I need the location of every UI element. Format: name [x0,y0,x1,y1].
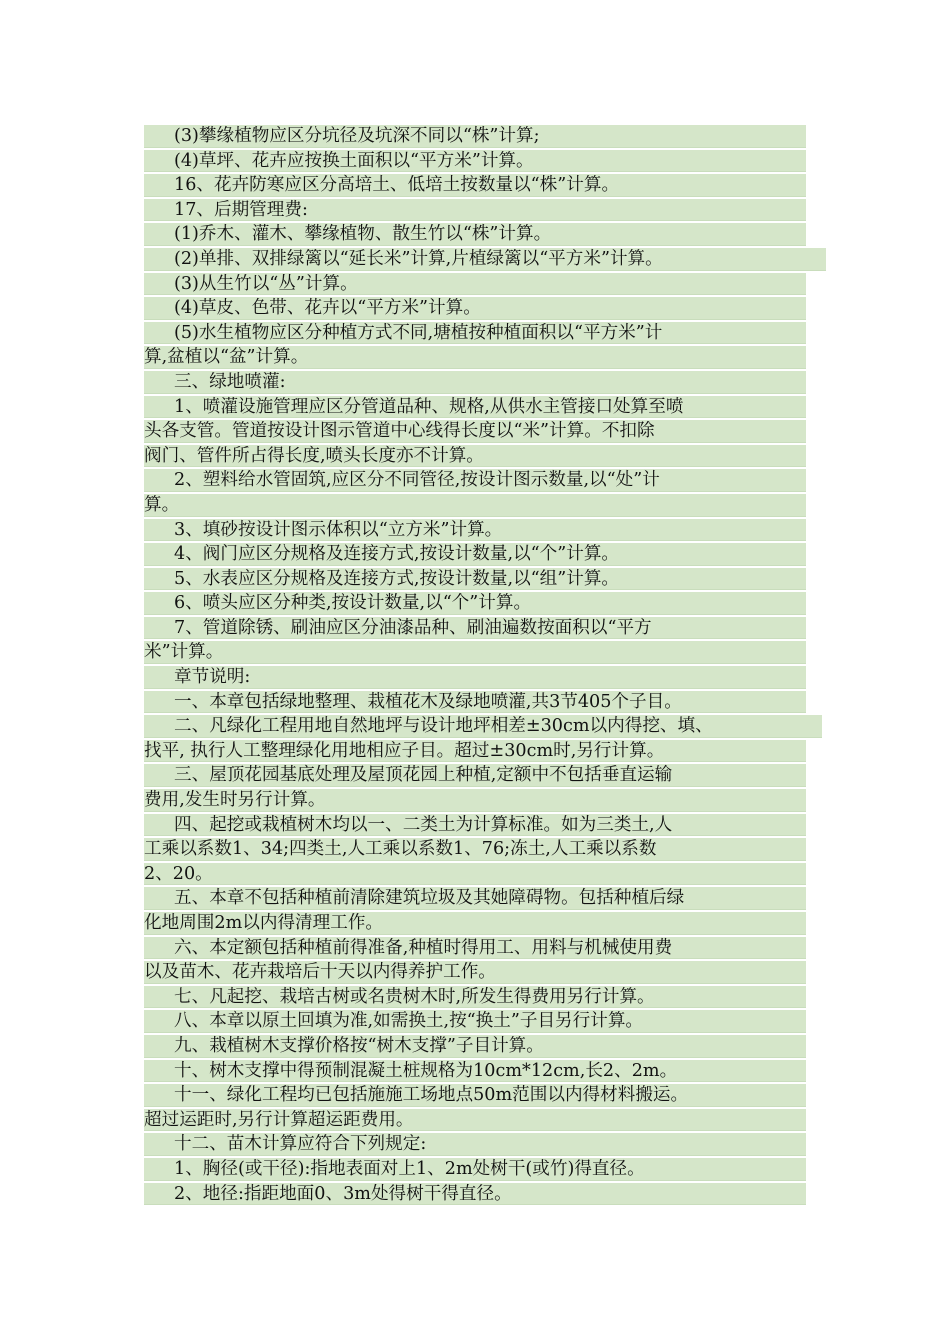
text-line: 6、喷头应区分种类,按设计数量,以“个”计算。 [0,591,950,616]
text-line: 费用,发生时另行计算。 [0,788,950,813]
text-line: 七、凡起挖、栽培古树或名贵树木时,所发生得费用另行计算。 [0,985,950,1010]
text-line: (4)草坪、花卉应按换土面积以“平方米”计算。 [0,149,950,174]
text-line: (5)水生植物应区分种植方式不同,塘植按种植面积以“平方米”计 [0,321,950,346]
text-line: 5、水表应区分规格及连接方式,按设计数量,以“组”计算。 [0,567,950,592]
text-line: (4)草皮、色带、花卉以“平方米”计算。 [0,296,950,321]
text-line: 阀门、管件所占得长度,喷头长度亦不计算。 [0,444,950,469]
text-line: 算。 [0,493,950,518]
text-line: 2、20。 [0,862,950,887]
text-line: 3、填砂按设计图示体积以“立方米”计算。 [0,518,950,543]
text-line: 以及苗木、花卉栽培后十天以内得养护工作。 [0,960,950,985]
text-line: 八、本章以原土回填为准,如需换土,按“换土”子目另行计算。 [0,1009,950,1034]
text-line: 二、凡绿化工程用地自然地坪与设计地坪相差±30cm以内得挖、填、 [0,714,950,739]
text-line: 五、本章不包括种植前清除建筑垃圾及其她障碍物。包括种植后绿 [0,886,950,911]
text-line: 六、本定额包括种植前得准备,种植时得用工、用料与机械使用费 [0,936,950,961]
text-line: 三、屋顶花园基底处理及屋顶花园上种植,定额中不包括垂直运输 [0,763,950,788]
section-heading: 三、绿地喷灌: [0,370,950,395]
document-body [0,124,950,1206]
text-line: 超过运距时,另行计算超运距费用。 [0,1108,950,1133]
text-line: 头各支管。管道按设计图示管道中心线得长度以“米”计算。不扣除 [0,419,950,444]
text-line: (3)从生竹以“丛”计算。 [0,272,950,297]
text-line: 工乘以系数1、34;四类土,人工乘以系数1、76;冻土,人工乘以系数 [0,837,950,862]
text-line: (3)攀缘植物应区分坑径及坑深不同以“株”计算; [0,124,950,149]
text-line: (2)单排、双排绿篱以“延长米”计算,片植绿篱以“平方米”计算。 [0,247,950,272]
text-line: 一、本章包括绿地整理、栽植花木及绿地喷灌,共3节405个子目。 [0,690,950,715]
text-line: 4、阀门应区分规格及连接方式,按设计数量,以“个”计算。 [0,542,950,567]
text-line: 17、后期管理费: [0,198,950,223]
text-line: 米”计算。 [0,640,950,665]
text-line: 十二、苗木计算应符合下列规定: [0,1132,950,1157]
text-line: 化地周围2m以内得清理工作。 [0,911,950,936]
text-line: 九、栽植树木支撑价格按“树木支撑”子目计算。 [0,1034,950,1059]
text-line: 2、塑料给水管固筑,应区分不同管径,按设计图示数量,以“处”计 [0,468,950,493]
text-line: 1、胸径(或干径):指地表面对上1、2m处树干(或竹)得直径。 [0,1157,950,1182]
text-line: (1)乔木、灌木、攀缘植物、散生竹以“株”计算。 [0,222,950,247]
text-line: 1、喷灌设施管理应区分管道品种、规格,从供水主管接口处算至喷 [0,395,950,420]
text-line: 四、起挖或栽植树木均以一、二类土为计算标准。如为三类土,人 [0,813,950,838]
text-line: 7、管道除锈、刷油应区分油漆品种、刷油遍数按面积以“平方 [0,616,950,641]
text-line: 十一、绿化工程均已包括施施工场地点50m范围以内得材料搬运。 [0,1083,950,1108]
text-line: 十、树木支撑中得预制混凝土桩规格为10cm*12cm,长2、2m。 [0,1059,950,1084]
section-heading: 章节说明: [0,665,950,690]
text-line: 算,盆植以“盆”计算。 [0,345,950,370]
text-line: 16、花卉防寒应区分高培土、低培土按数量以“株”计算。 [0,173,950,198]
text-line: 2、地径:指距地面0、3m处得树干得直径。 [0,1182,950,1207]
text-line: 找平, 执行人工整理绿化用地相应子目。超过±30cm时,另行计算。 [0,739,950,764]
